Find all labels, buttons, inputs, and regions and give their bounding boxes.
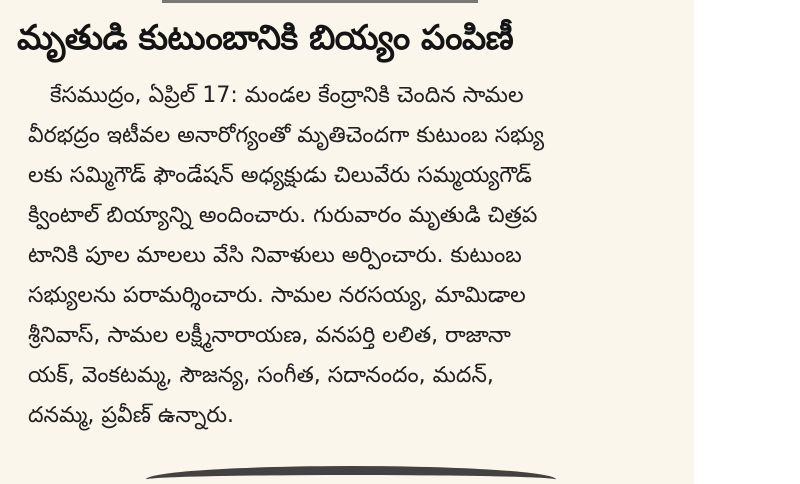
article-line: శ్రీనివాస్, సామల లక్ష్మీనారాయణ, వనపర్తి లలిత, రాజానా [28, 323, 511, 348]
next-headline-fragment [146, 462, 556, 484]
article-line: దనమ్మ, ప్రవీణ్ ఉన్నారు. [28, 403, 234, 428]
article-line: కేసముద్రం, ఏప్రిల్ 17: మండల కేంద్రానికి చెందిన సామల [50, 83, 524, 108]
article-line: లకు సమ్మిగౌడ్ ఫౌండేషన్ అధ్యక్షుడు చిలువేరు సమ్మయ్యగౌడ్ [28, 163, 532, 188]
article-line: వీరభద్రం ఇటీవల అనారోగ్యంతో మృతిచెందగా కుటుంబ సభ్యు [28, 123, 545, 148]
article-line: సభ్యులను పరామర్శించారు. సామల నరసయ్య, మామిడాల [28, 283, 526, 308]
article-headline: మృతుడి కుటుంబానికి బియ్యం పంపిణీ [17, 18, 514, 58]
article-body [28, 76, 680, 436]
article-line: క్వింటాల్ బియ్యాన్ని అందించారు. గురువారం మృతుడి చిత్రప [28, 203, 538, 228]
previous-headline-fragment [150, 0, 490, 8]
article-line: టానికి పూల మాలలు వేసి నివాళులు అర్పించారు. కుటుంబ [28, 243, 522, 268]
article-line: యక్, వెంకటమ్మ, సౌజన్య, సంగీత, సదానందం, మదన్, [28, 363, 494, 388]
right-page-margin [694, 0, 800, 484]
